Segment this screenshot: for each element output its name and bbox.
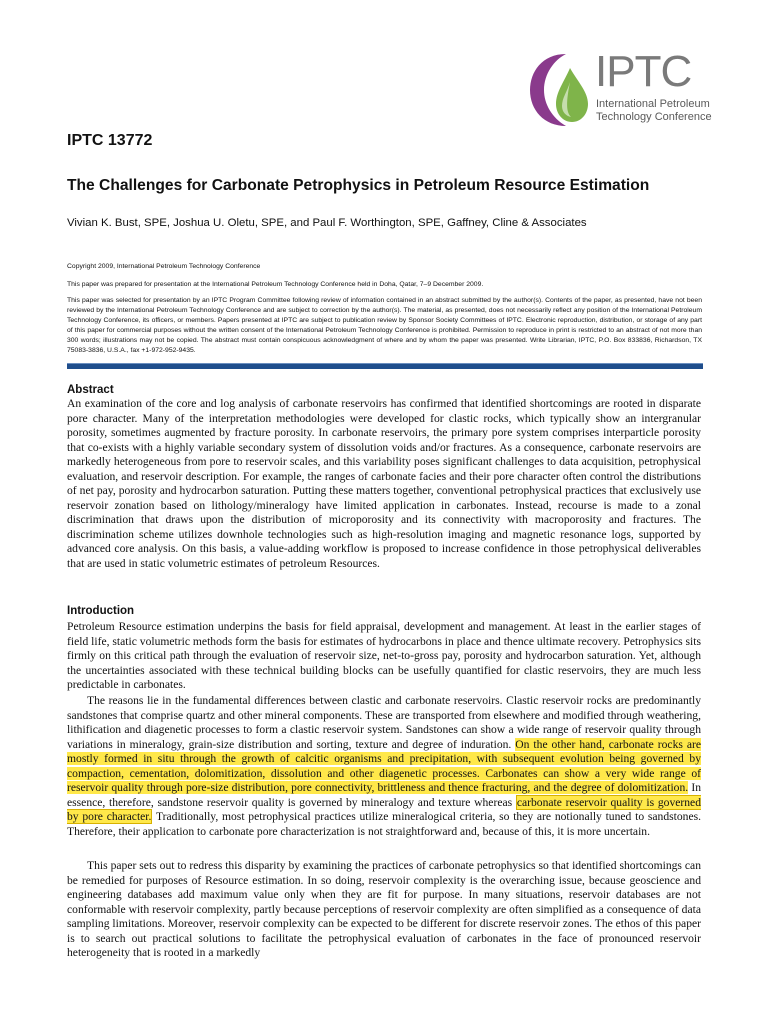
iptc-logo-mark-icon	[528, 52, 592, 128]
paragraph-text: Traditionally, most petrophysical practices utilize mineralogical criteria, so they are notionally tuned to sandstones. Therefore, their application to carbonate pore characterization is not straightforward and, because of this, it is more uncertain.	[67, 810, 701, 838]
iptc-subtitle-line1: International Petroleum	[596, 98, 710, 110]
iptc-subtitle-line2: Technology Conference	[596, 111, 712, 123]
paragraph-text: In essence, therefore, sandstone reservoir quality is governed by mineralogy and texture whereas	[67, 781, 701, 809]
selection-notice: This paper was selected for presentation by an IPTC Program Committee following review of information contained in an abstract submitted by the author(s). Contents of the paper, as presented, have not been reviewed by the International Petroleum Technology Conference and are subject to correction by the author(s). The material, as presented, does not necessarily reflect any position of the International Petroleum Technology Conference, its officers, or members. Papers presented at IPTC are subject to publication review by Sponsor Society Committees of IPTC. Electronic reproduction, distribution, or storage of any part of this paper for commercial purposes without the written consent of the International Petroleum Technology Conference is prohibited. Permission to reproduce in print is restricted to an abstract of not more than 300 words; illustrations may not be copied. The abstract must contain conspicuous acknowledgment of where and by whom the paper was presented. Write Librarian, IPTC, P.O. Box 833836, Richardson, TX 75083-3836, U.S.A., fax +1-972-952-9435.	[67, 297, 702, 354]
abstract-body: An examination of the core and log analysis of carbonate reservoirs has confirmed that identified shortcomings are rooted in disparate pore character. Many of the interpretation methodologies were developed for clastic rocks, which typically show an intergranular porosity, sometimes augmented by fracture porosity. In carbonate reservoirs, the primary pore system comprises interparticle porosity that co-exists with a highly variable secondary system of dissolution voids and/or fractures. As a consequence, carbonate reservoirs are markedly heterogeneous from pore to reservoir scales, and this variability poses significant challenges to data acquisition, petrophysical evaluation, and reservoir description. For example, the ranges of carbonate facies and their pore character often control the distributions of net pay, porosity and hydrocarbon saturation. Putting these matters together, conventional petrophysical practices that exclusively use reservoir zonation based on lithology/mineralogy have limited application in carbonates. Instead, recourse is made to a zonal discrimination that draws upon the distribution of microporosity and its connectivity with macroporosity and fractures. The discrimination scheme utilizes downhole technologies such as high-resolution imaging and magnetic resonance logs, supported by advanced core analysis. On this basis, a value-adding workflow is proposed to increase confidence in those petrophysical deliverables that are used in static volumetric estimates of petroleum Resources.	[67, 397, 701, 570]
introduction-paragraph-3: This paper sets out to redress this disparity by examining the practices of carbonate petrophysics so that identified shortcomings can be remedied for purposes of Resource estimation. In so doing, reservoir complexity is the overarching issue, because geoscience and engineering databases add maximum value only when they are fit for purpose. In many situations, reservoir databases are not conformable with reservoir complexity, partly because perceptions of reservoir complexity are often simplified as a consequence of data sampling limitations. Moreover, reservoir complexity can be expected to be different for discrete reservoir zones. The ethos of this paper is to search out practical solutions to facilitate the petrophysical evaluation of carbonates in the face of pronounced reservoir heterogeneity that is rooted in a markedly	[67, 859, 701, 959]
paragraph-text: The reasons lie in the fundamental differences between clastic and carbonate reservoirs. Clastic reservoir rocks are predominantly sandstones that comprise quartz and other mineral components. These are transported from elsewhere and modified through weathering, lithification and diagenetic processes to form a clastic reservoir system. Sandstones can show a wide range of reservoir quality through variations in mineralogy, grain-size distribution and sorting, texture and degree of induration.	[67, 694, 701, 751]
introduction-paragraph-2	[67, 694, 701, 839]
copyright-notice: Copyright 2009, International Petroleum Technology Conference	[67, 263, 261, 270]
highlighted-passage: carbonate reservoir quality is governed by pore character.	[67, 795, 701, 823]
iptc-logo	[528, 47, 712, 130]
introduction-heading: Introduction	[67, 605, 135, 617]
abstract-heading: Abstract	[67, 384, 114, 396]
paper-number: IPTC 13772	[67, 132, 153, 149]
author-list: Vivian K. Bust, SPE, Joshua U. Oletu, SPE, and Paul F. Worthington, SPE, Gaffney, Cline & Associates	[67, 217, 587, 229]
presentation-notice: This paper was prepared for presentation at the International Petroleum Technology Conference held in Doha, Qatar, 7–9 December 2009.	[67, 281, 484, 288]
introduction-paragraph-1: Petroleum Resource estimation underpins the basis for field appraisal, development and management. At least in the earlier stages of field life, static volumetric methods form the basis for estimates of hydrocarbons in place and thence ultimate recovery. Petrophysics sits firmly on this critical path through the evaluation of reservoir size, net-to-gross pay, porosity and hydrocarbon saturation. Yet, although the uncertainties associated with these technical building blocks can be usefully quantified for clastic reservoirs, they are much less predictable in carbonates.	[67, 620, 701, 691]
paper-title: The Challenges for Carbonate Petrophysics in Petroleum Resource Estimation	[67, 177, 650, 194]
highlighted-passage: On the other hand, carbonate rocks are mostly formed in situ through the growth of calcitic organisms and precipitation, with subsequent evolution being governed by compaction, cementation, dolomitization, dissolution and other diagenetic processes. Carbonates can show a very wide range of reservoir quality through pore-size distribution, pore connectivity, brittleness and thence fracturing, and the degree of dolomitization.	[67, 737, 701, 794]
iptc-wordmark: IPTC	[595, 47, 692, 96]
header-divider	[67, 363, 703, 369]
